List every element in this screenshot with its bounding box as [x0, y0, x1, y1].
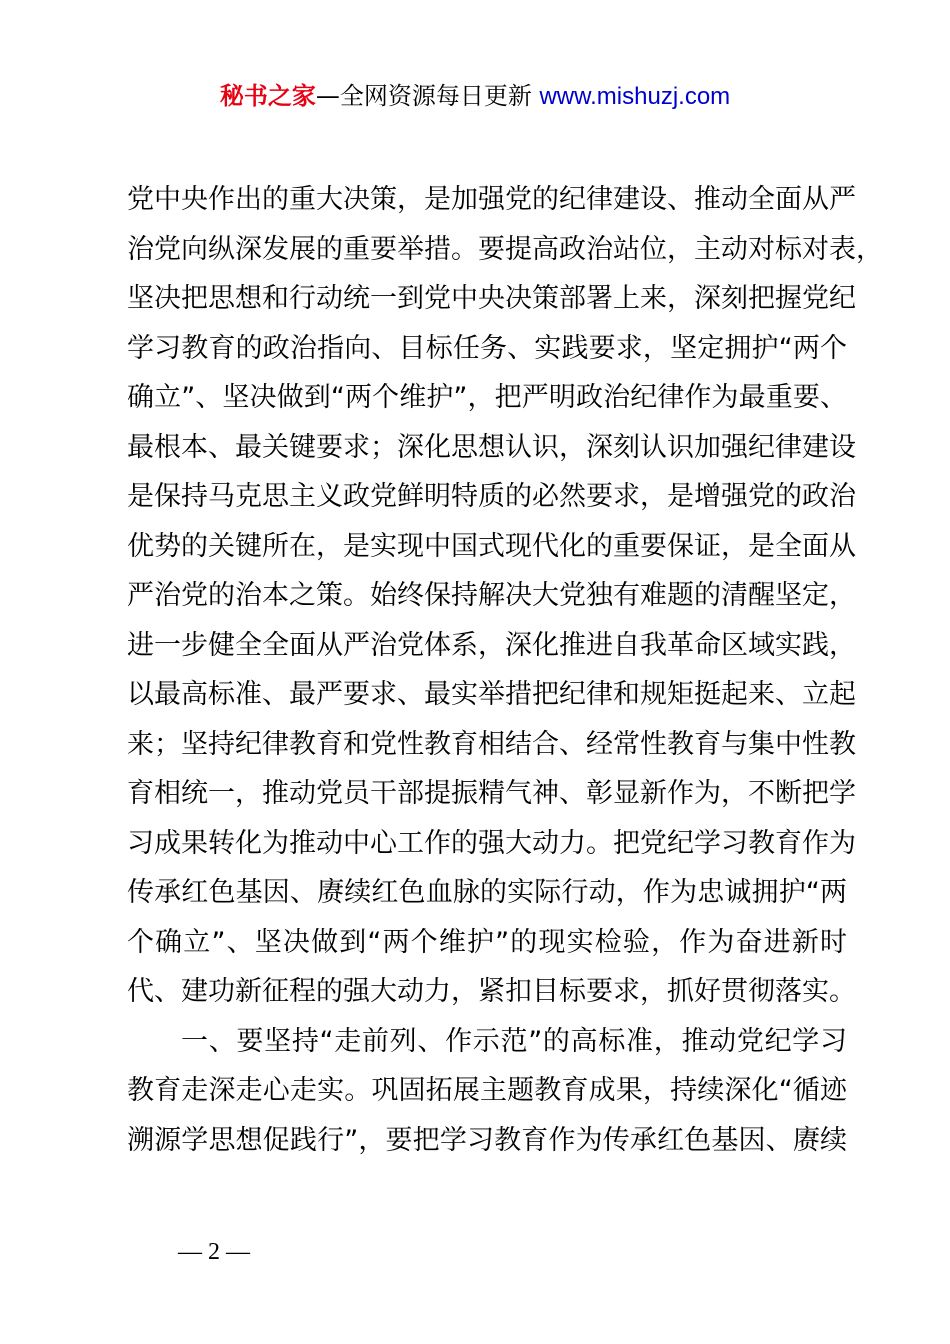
text-line: 优势的关键所在，是实现中国式现代化的重要保证，是全面从 [127, 530, 856, 562]
text-line: 是保持马克思主义政党鲜明特质的必然要求，是增强党的政治 [127, 481, 856, 512]
text-line: 溯源学思想促践行”，要把学习教育作为传承红色基因、赓续 [127, 1124, 847, 1156]
text-line: 代、建功新征程的强大动力，紧扣目标要求，抓好贯彻落实。 [127, 976, 856, 1007]
text-line: 坚决把思想和行动统一到党中央决策部署上来，深刻把握党纪 [127, 283, 856, 314]
text-line: 最根本、最关键要求；深化思想认识，深刻认识加强纪律建设 [127, 431, 856, 463]
text-line: 教育走深走心走实。巩固拓展主题教育成果，持续深化“循迹 [127, 1075, 847, 1106]
text-line: 来；坚持纪律教育和党性教育相结合、经常性教育与集中性教 [127, 728, 856, 760]
text-line: 学习教育的政治指向、目标任务、实践要求，坚定拥护“两个 [127, 332, 847, 364]
page-number: — 2 — [178, 1239, 250, 1265]
text-line: 习成果转化为推动中心工作的强大动力。把党纪学习教育作为 [127, 827, 856, 859]
document-body [127, 175, 883, 1165]
header-tagline: —全网资源每日更新 [315, 82, 532, 110]
brand-name: 秘书之家 [219, 82, 316, 110]
text-line: 党中央作出的重大决策，是加强党的纪律建设、推动全面从严 [127, 184, 856, 215]
text-line: 治党向纵深发展的重要举措。要提高政治站位，主动对标对表， [127, 233, 883, 265]
text-line: 确立”、坚决做到“两个维护”，把严明政治纪律作为最重要、 [127, 382, 847, 413]
text-line: 进一步健全全面从严治党体系，深化推进自我革命区域实践， [127, 629, 856, 661]
text-line: 以最高标准、最严要求、最实举措把纪律和规矩挺起来、立起 [127, 679, 856, 710]
text-line: 育相统一，推动党员干部提振精气神、彰显新作为，不断把学 [127, 778, 856, 809]
text-line: 严治党的治本之策。始终保持解决大党独有难题的清醒坚定， [127, 580, 856, 611]
website-url[interactable]: www.mishuzj.com [539, 83, 731, 110]
text-line: 个确立”、坚决做到“两个维护”的现实检验，作为奋进新时 [127, 926, 847, 958]
section-heading-line: 一、要坚持“走前列、作示范”的高标准，推动党纪学习 [181, 1025, 847, 1057]
text-line: 传承红色基因、赓续红色血脉的实际行动，作为忠诚拥护“两 [127, 877, 847, 908]
watermark-header [0, 80, 950, 113]
